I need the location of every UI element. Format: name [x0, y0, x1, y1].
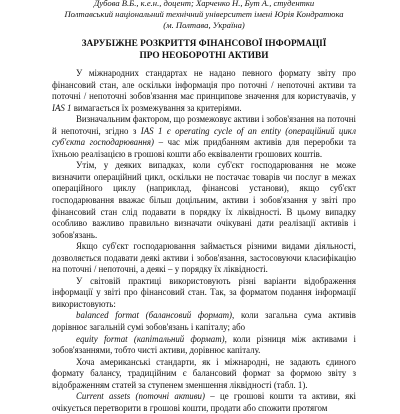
paragraph-5: У світовій практиці використовують різні варіанти відображення інформації у звіті про фінансовий стан. Так, за форматом подання інформації використовують:: [52, 275, 356, 309]
paragraph-7-text: , коли різниця між активами і зобов'язаннями, тобто чисті активи, дорівнює капіталу.: [52, 333, 356, 356]
paragraph-6-text: , коли загальна сума активів дорівнює загальній сумі зобов'язань і капіталу; або: [52, 310, 356, 333]
title-line-2: ПРО НЕОБОРОТНІ АКТИВИ: [139, 50, 269, 61]
paragraph-4: Якщо суб'єкт господарювання займається різними видами діяльності, дозволяється подавати деякі активи і зобов'язання, застосовуючи класифікацію на поточні / непоточні, а деякі – у порядку їх ліквідності.: [52, 241, 356, 275]
paragraph-7: [52, 334, 356, 357]
paragraph-2-end: – час між придбанням активів для переробки та їхньою реалізацією в грошові кошти або еквіваленти грошових коштів.: [52, 137, 356, 159]
balanced-format-term: balanced format (балансовий формат): [76, 310, 233, 321]
authors-line: Дубова В.Б., к.е.н., доцент; Харченко Н., Бут А., студентки: [93, 0, 315, 8]
paragraph-8: Хоча американські стандарти, як і міжнародні, не задають єдиного формату балансу, традиційним є балансовий формат за формою звіту з відображенням статей за ступенем зменшення ліквідності (табл. 1).: [52, 356, 356, 390]
university-line: Полтавський національний технічний університет імені Юрія Кондратюка: [64, 9, 344, 19]
paragraph-3: Утім, у деяких випадках, коли суб'єкт господарювання не може визначити операційний цикл, оскільки не постачає товарів чи послуг в межах операційного циклу (наприклад, фінансові установи), якщо суб'єкт господарювання вважає більш доцільним, активи і зобов'язання у звіті про фінансовий стан слід подавати в порядку їх ліквідності. В цьому випадку особливо важливо правильно визначати очікувані дати реалізації активів і зобов'язань.: [52, 160, 356, 240]
paragraph-2-text: Визначальним фактором, що розмежовує активи і зобов'язання на поточні й непоточні, згідно з: [52, 114, 356, 136]
current-assets-term: Current assets (поточні активи): [76, 391, 205, 402]
paragraph-9: [52, 391, 356, 414]
paragraph-1-text: У міжнародних стандартах не надано певного формату звіту про фінансовий стан, але оскільки інформація про поточні / непоточні активи та поточні / непоточні зобов'язання має принципове значення для користувачів, у: [52, 68, 356, 102]
paragraph-1-end: вимагається їх розмежування за критеріями.: [71, 102, 242, 113]
paper-title: [52, 39, 356, 62]
paragraph-1: [52, 68, 356, 114]
ias-reference: IAS 1: [52, 102, 72, 113]
operating-cycle-term: IAS 1 є operating cycle of an entity (операційний цикл суб'єкта господарювання): [52, 125, 357, 148]
title-line-1: ЗАРУБІЖНЕ РОЗКРИТТЯ ФІНАНСОВОЇ ІНФОРМАЦІЇ: [81, 39, 327, 49]
equity-format-term: equity format (капітальний формат): [76, 333, 225, 344]
paragraph-9-text: – це грошові кошти та активи, які очікується перетворити в грошові кошти, продати або спожити протягом: [52, 391, 356, 413]
paragraph-6: [52, 310, 356, 333]
city-line: (м. Полтава, Україна): [163, 20, 245, 30]
paragraph-2: [52, 114, 356, 160]
